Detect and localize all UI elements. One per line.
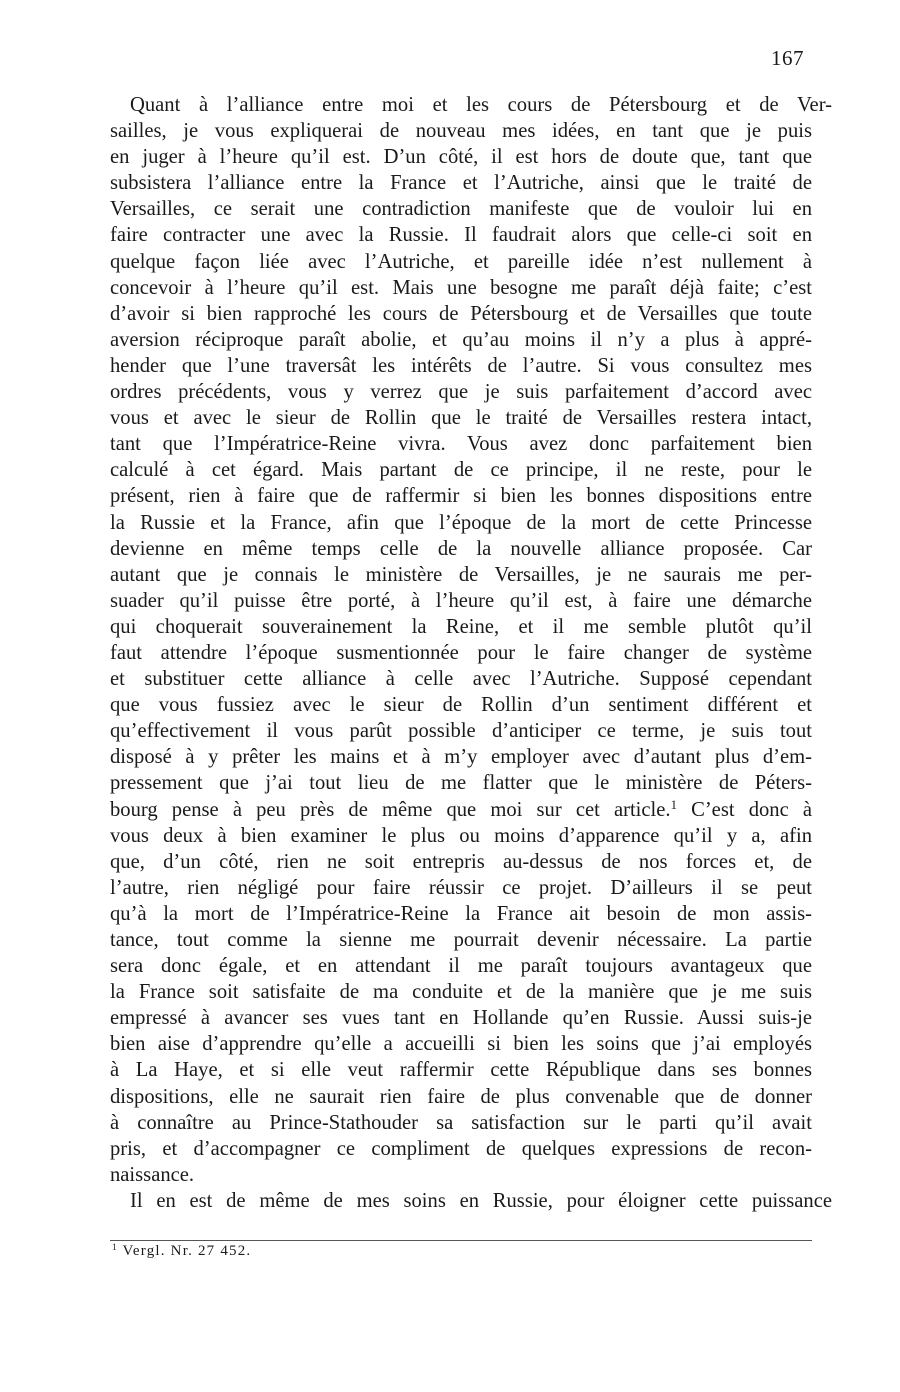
text-line: que, d’un côté, rien ne soit entrepris au-dessus de nos forces et, de (110, 850, 812, 873)
text-line: la Russie et la France, afin que l’époque de la mort de cette Princesse (110, 511, 812, 534)
text-line: devienne en même temps celle de la nouvelle alliance proposée. Car (110, 537, 812, 560)
text-line: suader qu’il puisse être porté, à l’heure qu’il est, à faire une démarche (110, 589, 812, 612)
footnote-marker: 1 (112, 1242, 118, 1253)
text-line: faire contracter une avec la Russie. Il faudrait alors que celle-ci soit en (110, 224, 812, 247)
footnote-reference: 1 (670, 797, 677, 812)
text-line: Quant à l’alliance entre moi et les cours de Pétersbourg et de Ver- (130, 94, 832, 116)
text-line: présent, rien à faire que de raffermir si bien les bonnes dispositions entre (110, 485, 812, 508)
text-line: disposé à y prêter les mains et à m’y employer avec d’autant plus d’em- (110, 746, 812, 769)
text-line: aversion réciproque paraît abolie, et qu’au moins il n’y a plus à appré- (110, 328, 812, 351)
text-line: faut attendre l’époque susmentionnée pour le faire changer de système (110, 641, 812, 664)
text-line: calculé à cet égard. Mais partant de ce principe, il ne reste, pour le (110, 459, 812, 482)
body-text (110, 92, 832, 1214)
text-line: pris, et d’accompagner ce compliment de quelques expressions de recon- (110, 1137, 812, 1160)
text-line: empressé à avancer ses vues tant en Hollande qu’en Russie. Aussi suis-je (110, 1007, 812, 1030)
text-line: la France soit satisfaite de ma conduite et de la manière que je me suis (110, 981, 812, 1004)
paragraph (110, 1188, 832, 1214)
text-line: hender que l’une traversât les intérêts de l’autre. Si vous consultez mes (110, 354, 812, 377)
text-line: Versailles, ce serait une contradiction manifeste que de vouloir lui en (110, 198, 812, 221)
text-line: d’avoir si bien rapproché les cours de Pétersbourg et de Versailles que toute (110, 302, 812, 325)
page-number: 167 (771, 46, 804, 70)
text-line: subsistera l’alliance entre la France et l’Autriche, ainsi que le traité de (110, 172, 812, 195)
paragraph (110, 92, 832, 1188)
text-line: bien aise d’apprendre qu’elle a accueilli si bien les soins que j’ai employés (110, 1033, 812, 1056)
text-line: dispositions, elle ne saurait rien faire de plus convenable que de donner (110, 1085, 812, 1108)
text-line: pressement que j’ai tout lieu de me flatter que le ministère de Péters- (110, 772, 812, 795)
text-line: bourg pense à peu près de même que moi sur cet article.$^1$ C’est donc à (110, 797, 813, 821)
footnote-text: Vergl. Nr. 27 452. (122, 1243, 252, 1259)
text-line: naissance. (110, 1163, 195, 1186)
text-line: qu’à la mort de l’Impératrice-Reine la France ait besoin de mon assis- (110, 902, 812, 925)
text-line: en juger à l’heure qu’il est. D’un côté, il est hors de doute que, tant que (110, 146, 812, 169)
text-line: tance, tout comme la sienne me pourrait devenir nécessaire. La partie (110, 929, 812, 951)
text-line: concevoir à l’heure qu’il est. Mais une besogne me paraît déjà faite; c’est (110, 276, 812, 299)
text-line: autant que je connais le ministère de Versailles, je ne saurais me per- (110, 563, 812, 586)
text-line: qu’effectivement il vous parût possible d’anticiper ce terme, je suis tout (110, 720, 812, 743)
text-line: à La Haye, et si elle veut raffermir cette République dans ses bonnes (110, 1059, 812, 1082)
text-line: tant que l’Impératrice-Reine vivra. Vous avez donc parfaitement bien (110, 433, 812, 456)
text-line: ordres précédents, vous y verrez que je suis parfaitement d’accord avec (110, 381, 812, 404)
text-line: vous deux à bien examiner le plus ou moins d’apparence qu’il y a, afin (110, 824, 812, 847)
text-line: Il en est de même de mes soins en Russie, pour éloigner cette puissance (130, 1189, 832, 1212)
text-line: que vous fussiez avec le sieur de Rollin d’un sentiment différent et (110, 694, 812, 717)
footnote (112, 1241, 251, 1261)
text-line: et substituer cette alliance à celle avec l’Autriche. Supposé cependant (110, 668, 812, 691)
text-line: quelque façon liée avec l’Autriche, et pareille idée n’est nullement à (110, 250, 812, 273)
text-line: sera donc égale, et en attendant il me paraît toujours avantageux que (110, 955, 812, 978)
text-line: sailles, je vous expliquerai de nouveau mes idées, en tant que je puis (110, 120, 812, 143)
text-line: l’autre, rien négligé pour faire réussir ce projet. D’ailleurs il se peut (110, 876, 812, 899)
text-line: qui choquerait souverainement la Reine, et il me semble plutôt qu’il (110, 615, 812, 638)
text-line: vous et avec le sieur de Rollin que le traité de Versailles restera intact, (110, 407, 812, 430)
text-line: à connaître au Prince-Stathouder sa satisfaction sur le parti qu’il avait (110, 1111, 812, 1134)
